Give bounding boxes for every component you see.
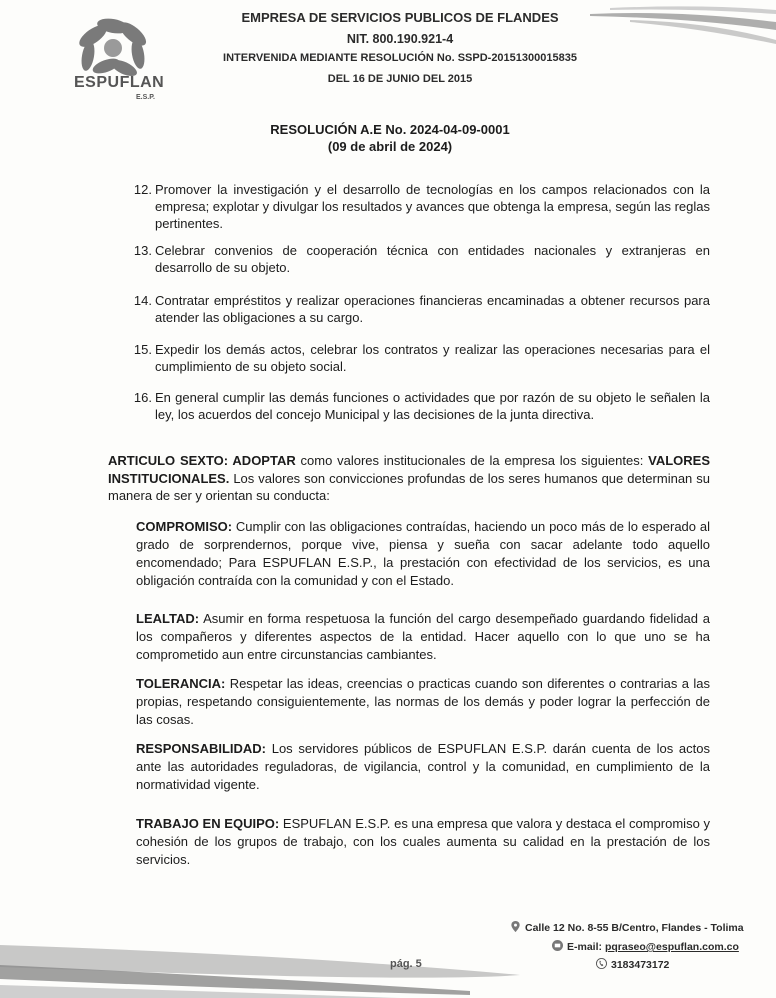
value-text: Respetar las ideas, creencias o practicas cuando son diferentes o contrarias a las propias, respetando consiguientemente, las normas de los demás y poder lograr la perfección de las cosas. [136, 676, 710, 727]
list-item-text: En general cumplir las demás funciones o actividades que por razón de su objeto le señalen la ley, los acuerdos del concejo Municipal y las decisiones de la junta directiva. [155, 390, 710, 422]
list-item [130, 181, 710, 232]
list-item-number: 13. [133, 243, 152, 258]
footer-address [510, 921, 744, 934]
valores-heading: VALORES INSTITUCIONALES. [108, 453, 710, 486]
phone-number: 3183473172 [611, 959, 670, 971]
articulo-heading: ARTICULO SEXTO: ADOPTAR [108, 453, 296, 468]
list-item-number: 14. [133, 293, 152, 308]
value-name: RESPONSABILIDAD: [136, 741, 267, 756]
list-item [130, 341, 710, 375]
logo-text: ESPUFLAN [74, 74, 165, 91]
value-text: Asumir en forma respetuosa la función del cargo desempeñado guardando fidelidad a los compañeros y diferentes aspectos de la entidad. Hacer aquello con lo que uno se ha comprometido aun entre circunstancias cambiantes. [136, 611, 710, 662]
company-logo [58, 8, 178, 106]
value-text: Los servidores públicos de ESPUFLAN E.S.P. darán cuenta de los actos ante las autoridades reguladoras, de vigilancia, control y la comunidad, en cumplimiento de la normatividad vigente. [136, 741, 710, 792]
email-label: E-mail: [567, 941, 605, 953]
value-text: Cumplir con las obligaciones contraídas, haciendo un poco más de lo esperado al grado de sorprendernos, porque vive, piensa y sueña con sacar adelante todo aquello encomendado; Para ESPUFLAN E.S.P., la prestación con efectividad de los servicios, es una obligación contraída con la comunidad y con el Estado. [136, 519, 710, 588]
page-number: pág. 5 [390, 958, 422, 970]
footer-email [552, 940, 739, 953]
value-tolerancia [136, 675, 710, 729]
location-pin-icon [510, 921, 521, 932]
list-item [130, 389, 710, 423]
value-name: LEALTAD: [136, 611, 200, 626]
list-item-number: 12. [133, 182, 152, 197]
list-item-text: Contratar empréstitos y realizar operaciones financieras encaminadas a obtener recursos para atender las obligaciones a su cargo. [155, 293, 710, 325]
articulo-sexto-paragraph [108, 452, 710, 505]
value-name: COMPROMISO: [136, 519, 233, 534]
list-item-text: Celebrar convenios de cooperación técnica con entidades nacionales y extranjeras en desarrollo de su objeto. [155, 243, 710, 275]
address-text: Calle 12 No. 8-55 B/Centro, Flandes - Tolima [525, 922, 744, 934]
email-link[interactable]: pqraseo@espuflan.com.co [604, 941, 739, 953]
value-name: TOLERANCIA: [136, 676, 226, 691]
value-compromiso [136, 518, 710, 590]
email-icon [552, 940, 563, 951]
value-text: ESPUFLAN E.S.P. es una empresa que valora y destaca el compromiso y cohesión de los grupos de trabajo, con los cuales aumenta su calidad en la prestación de los servicios. [136, 816, 711, 867]
value-trabajo-en-equipo [136, 815, 710, 869]
list-item [130, 242, 710, 276]
intervention-resolution: INTERVENIDA MEDIANTE RESOLUCIÓN No. SSPD-20151300015835 [223, 52, 577, 64]
list-item-number: 15. [133, 342, 152, 357]
header-swoosh-decoration [590, 0, 776, 60]
logo-subtext: E.S.P. [136, 94, 155, 101]
list-item-number: 16. [133, 390, 152, 405]
resolution-date: (09 de abril de 2024) [327, 139, 453, 154]
phone-icon [596, 958, 607, 969]
list-item [130, 292, 710, 326]
list-item-text: Promover la investigación y el desarrollo de tecnologías en los campos relacionados con la empresa; explotar y divulgar los resultados y avances que obtenga la empresa, según las reglas pertinentes. [155, 182, 710, 231]
value-lealtad [136, 610, 710, 664]
footer-phone [596, 958, 669, 971]
valores-intro: Los valores son convicciones profundas de los seres humanos que determinan su manera de ser y orientan su conducta: [108, 470, 710, 503]
list-item-text: Expedir los demás actos, celebrar los contratos y realizar las operaciones necesarias para el cumplimiento de su objeto social. [155, 342, 710, 374]
value-name: TRABAJO EN EQUIPO: [136, 816, 280, 831]
company-name: EMPRESA DE SERVICIOS PUBLICOS DE FLANDES [241, 10, 559, 25]
intervention-date: DEL 16 DE JUNIO DEL 2015 [327, 73, 473, 85]
resolution-number: RESOLUCIÓN A.E No. 2024-04-09-0001 [270, 122, 510, 137]
articulo-text: como valores institucionales de la empresa los siguientes: [295, 453, 649, 468]
value-responsabilidad [136, 740, 710, 794]
company-nit: NIT. 800.190.921-4 [346, 32, 454, 46]
